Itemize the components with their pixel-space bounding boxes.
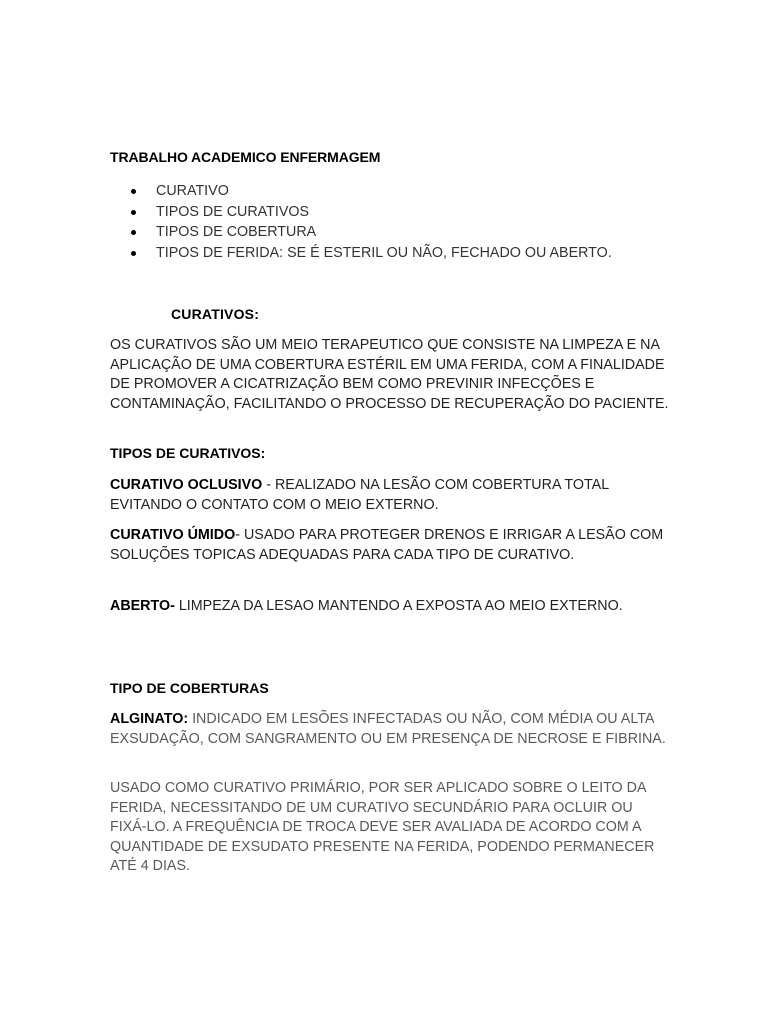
list-item (110, 181, 612, 202)
list-item (110, 202, 612, 223)
section-heading-tipos-curativos: TIPOS DE CURATIVOS: (110, 445, 266, 461)
document-title: TRABALHO ACADEMICO ENFERMAGEM (110, 149, 381, 165)
list-item-label: TIPOS DE CURATIVOS (156, 203, 310, 220)
paragraph-curativo-umido (110, 526, 670, 565)
term-oclusivo: CURATIVO OCLUSIVO (110, 477, 263, 493)
list-item (110, 243, 612, 264)
bullet-icon (131, 189, 136, 194)
list-item-label: CURATIVO (156, 183, 229, 199)
definition-oclusivo: - REALIZADO NA LESÃO COM COBERTURA TOTAL EVITANDO O CONTATO COM O MEIO EXTERNO. (110, 477, 609, 513)
topics-list (110, 181, 612, 263)
section-heading-curativos: CURATIVOS: (171, 306, 260, 322)
list-item-label: TIPOS DE FERIDA: SE É ESTERIL OU NÃO, FECHADO OU ABERTO. (156, 244, 612, 261)
paragraph-curativo-primario: USADO COMO CURATIVO PRIMÁRIO, POR SER APLICADO SOBRE O LEITO DA FERIDA, NECESSITANDO DE UM CURATIVO SECUNDÁRIO PARA OCLUIR OU FIXÁ-LO. A FREQUÊNCIA DE TROCA DEVE SER AVALIADA DE ACORDO COM A QUANTIDADE DE EXSUDATO PRESENTE NA FERIDA, PODENDO PERMANECER ATÉ 4 DIAS. (110, 780, 655, 875)
paragraph-aberto (110, 597, 670, 617)
term-umido: CURATIVO ÚMIDO (110, 527, 236, 543)
paragraph-alginato (110, 710, 670, 749)
bullet-icon (131, 210, 136, 215)
definition-alginato: INDICADO EM LESÕES INFECTADAS OU NÃO, COM MÉDIA OU ALTA EXSUDAÇÃO, COM SANGRAMENTO OU EM PRESENÇA DE NECROSE E FIBRINA. (110, 711, 666, 747)
document-page (110, 0, 670, 1024)
bullet-icon (131, 251, 136, 256)
paragraph-curativos: OS CURATIVOS SÃO UM MEIO TERAPEUTICO QUE CONSISTE NA LIMPEZA E NA APLICAÇÃO DE UMA COBERTURA ESTÉRIL EM UMA FERIDA, COM A FINALIDADE DE PROMOVER A CICATRIZAÇÃO BEM COMO PREVINIR INFECÇÕES E CONTAMINAÇÃO, FACILITANDO O PROCESSO DE RECUPERAÇÃO DO PACIENTE. (110, 337, 669, 412)
bullet-icon (131, 230, 136, 235)
paragraph-curativo-oclusivo (110, 476, 670, 515)
list-item (110, 222, 612, 243)
section-heading-coberturas: TIPO DE COBERTURAS (110, 680, 269, 696)
definition-umido: - USADO PARA PROTEGER DRENOS E IRRIGAR A LESÃO COM SOLUÇÕES TOPICAS ADEQUADAS PARA CADA TIPO DE CURATIVO. (110, 527, 664, 563)
definition-aberto: LIMPEZA DA LESAO MANTENDO A EXPOSTA AO MEIO EXTERNO. (174, 598, 623, 614)
term-aberto: ABERTO- (110, 598, 175, 614)
list-item-label: TIPOS DE COBERTURA (156, 224, 317, 240)
term-alginato: ALGINATO: (110, 711, 189, 727)
